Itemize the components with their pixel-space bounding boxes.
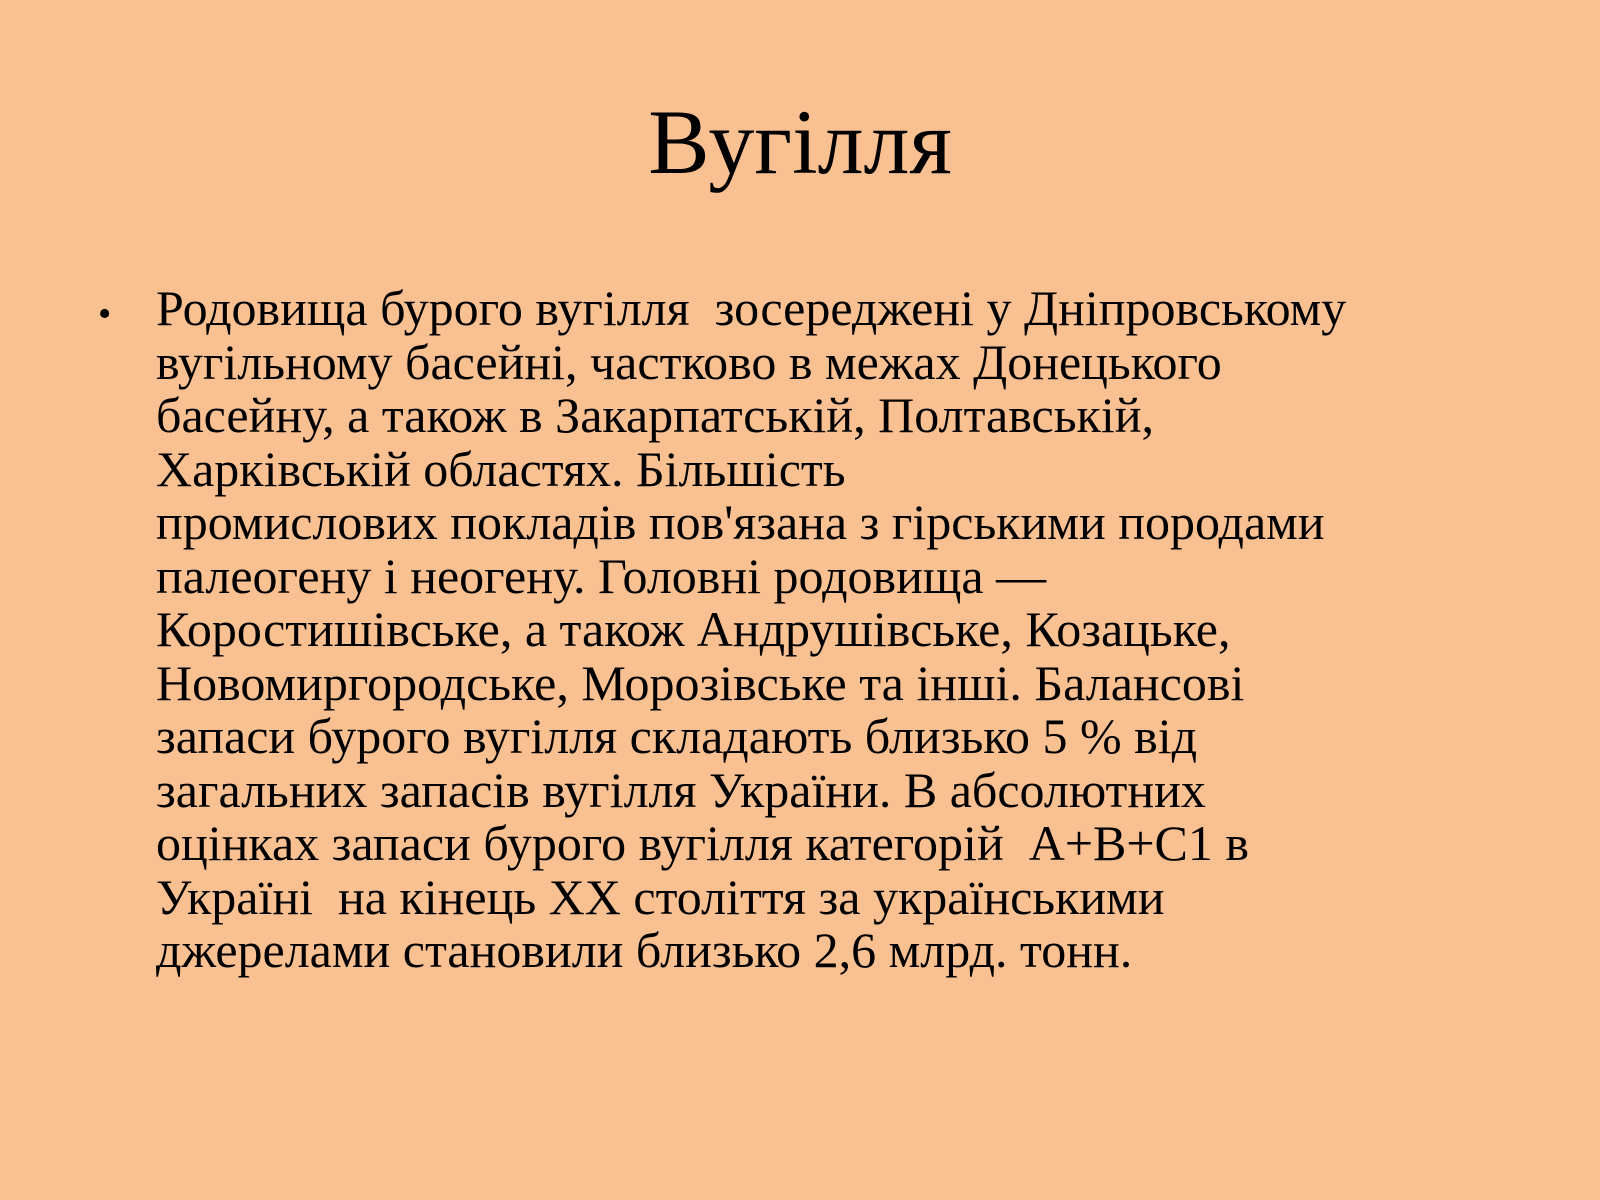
bullet-line: Родовища бурого вугілля зосереджені у Дніпровському: [156, 280, 1347, 336]
bullet-text: [156, 282, 1512, 978]
bullet-line: Україні на кінець XX століття за українськими: [156, 868, 1165, 925]
bullet-item: [92, 282, 1512, 978]
bullet-line: Харківській областях. Більшість: [156, 440, 846, 497]
bullet-line: басейну, а також в Закарпатській, Полтавській,: [156, 387, 1154, 443]
bullet-line: Коростишівське, а також Андрушівське, Козацьке,: [156, 601, 1231, 657]
bullet-marker: •: [98, 293, 112, 335]
bullet-line: Новомиргородське, Морозівське та інші. Балансові: [156, 654, 1245, 711]
bullet-line: оцінках запаси бурого вугілля категорій А+В+С1 в: [156, 815, 1250, 871]
bullet-line: вугільному басейні, частково в межах Донецького: [156, 333, 1222, 390]
bullet-line: загальних запасів вугілля України. В абсолютних: [156, 761, 1206, 818]
slide-content: [92, 282, 1512, 978]
bullet-line: запаси бурого вугілля складають близько 5 % від: [156, 708, 1198, 764]
slide-title: Вугілля: [648, 91, 952, 193]
bullet-line: джерелами становили близько 2,6 млрд. тонн.: [156, 922, 1133, 978]
bullet-line: промислових покладів пов'язана з гірськими породами: [156, 494, 1325, 550]
bullet-line: палеогену і неогену. Головні родовища —: [156, 547, 1047, 604]
